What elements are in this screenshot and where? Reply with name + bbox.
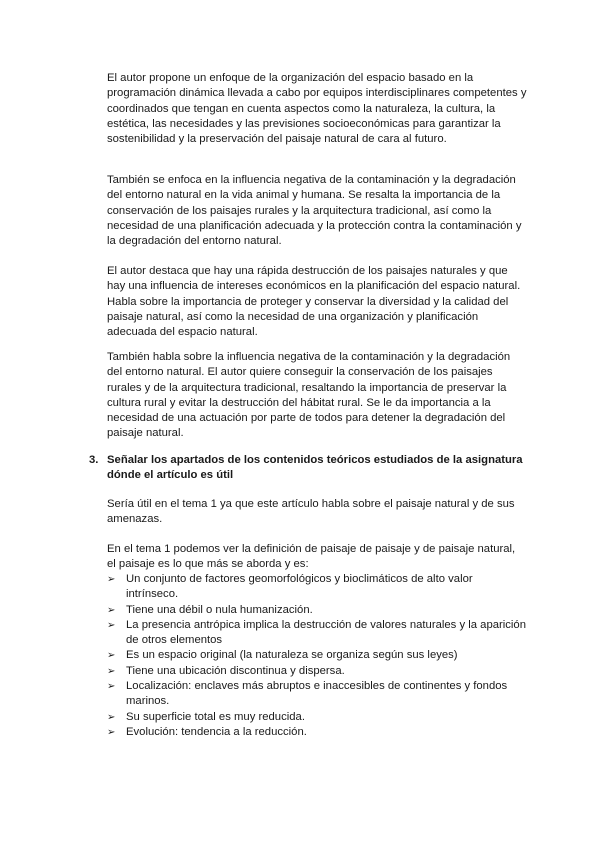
arrow-bullet-icon: ➢: [107, 650, 116, 662]
section-intro: En el tema 1 podemos ver la definición de paisaje de paisaje y de paisaje natural, el paisaje es lo que más se aborda y es:: [107, 543, 516, 571]
arrow-bullet-icon: ➢: [107, 665, 116, 677]
list-item: ➢ Su superficie total es muy reducida.: [107, 710, 527, 725]
arrow-bullet-icon: ➢: [107, 619, 116, 631]
list-item: ➢ Tiene una ubicación discontinua y dispersa.: [107, 664, 527, 679]
paragraph-conservacion: También habla sobre la influencia negativa de la contaminación y la degradación del entorno natural. El autor quiere conseguir la conservación de los paisajes rurales y de la arquitectura tradicional, resaltando la importancia de preservar la cultura rural y evitar la destrucción del hábitat rural. Se le da importancia a la necesidad de una actuación por parte de todos para detener la degradación del paisaje natural.: [107, 351, 511, 440]
list-item: ➢ Tiene una débil o nula humanización.: [107, 603, 527, 618]
arrow-bullet-icon: ➢: [107, 711, 116, 723]
arrow-bullet-icon: ➢: [107, 726, 116, 738]
section-number: 3.: [89, 454, 99, 466]
paragraph-destruccion: El autor destaca que hay una rápida destrucción de los paisajes naturales y que hay una influencia de intereses económicos en la planificación del espacio natural. Habla sobre la importancia de proteger y conservar la diversidad y la calidad del paisaje natural, así como la necesidad de una organización y planificación adecuada del espacio natural.: [107, 265, 521, 339]
arrow-bullet-icon: ➢: [107, 681, 116, 693]
arrow-bullet-icon: ➢: [107, 604, 116, 616]
list-item: ➢ Localización: enclaves más abruptos e inaccesibles de continentes y fondos marinos.: [107, 679, 527, 710]
list-item: ➢ Evolución: tendencia a la reducción.: [107, 725, 527, 740]
list-item: ➢ Un conjunto de factores geomorfológicos y bioclimáticos de alto valor intrínseco.: [107, 572, 527, 603]
list-item: ➢ Es un espacio original (la naturaleza se organiza según sus leyes): [107, 648, 527, 663]
list-item: ➢ La presencia antrópica implica la destrucción de valores naturales y la aparición de otros elementos: [107, 618, 527, 649]
paragraph-organizacion: El autor propone un enfoque de la organización del espacio basado en la programación dinámica llevada a cabo por equipos interdisciplinares competentes y coordinados que tengan en cuenta aspectos como la naturaleza, la cultura, la estética, las necesidades y las previsiones socioeconómicas para garantizar la sostenibilidad y la preservación del paisaje natural de cara al futuro.: [107, 72, 527, 146]
arrow-bullet-icon: ➢: [107, 574, 116, 585]
paragraph-contaminacion: También se enfoca en la influencia negativa de la contaminación y la degradación del entorno natural en la vida animal y humana. Se resalta la importancia de la conservación de los paisajes rurales y la arquitectura tradicional, así como la necesidad de una planificación adecuada y la protección contra la contaminación y la degradación del entorno natural.: [107, 174, 522, 248]
section-answer: Sería útil en el tema 1 ya que este artículo habla sobre el paisaje natural y de sus amenazas.: [107, 498, 515, 526]
section-heading: [89, 453, 529, 484]
characteristics-list: [107, 572, 527, 740]
section-title: Señalar los apartados de los contenidos teóricos estudiados de la asignatura dónde el artículo es útil: [107, 454, 523, 482]
